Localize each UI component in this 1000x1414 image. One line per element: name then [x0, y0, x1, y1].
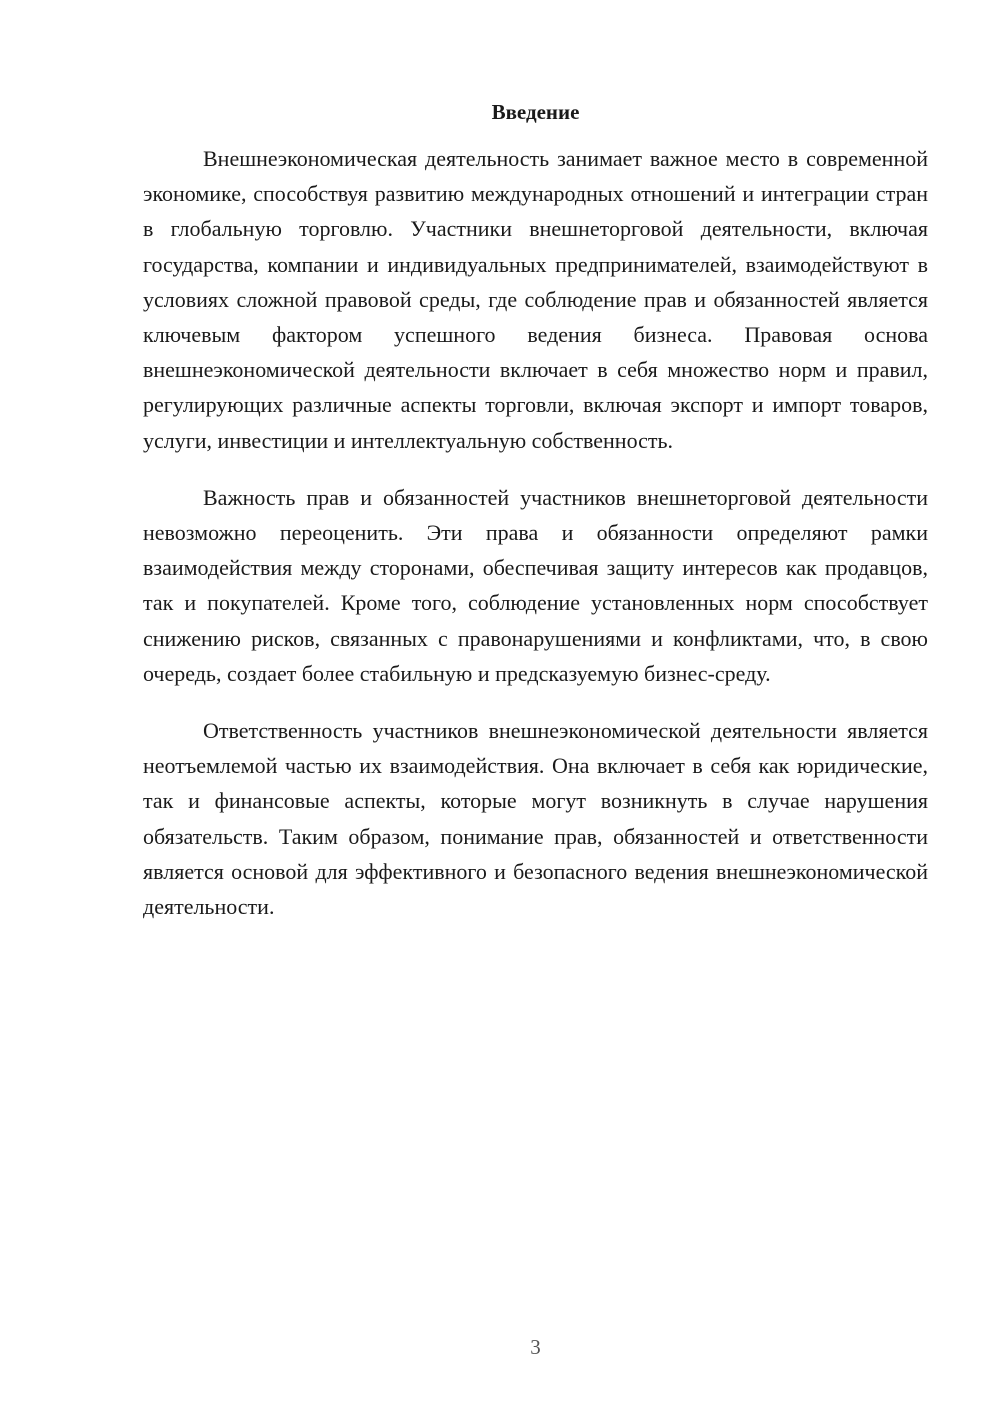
paragraph-responsibility: Ответственность участников внешнеэкономической деятельности является неотъемлемой частью их взаимодействия. Она включает в себя как юридические, так и финансовые аспекты, которые могут возникнуть в случае нарушения обязательств. Таким образом, понимание прав, обязанностей и ответственности является основой для эффективного и безопасного ведения внешнеэкономической деятельности. — [143, 718, 928, 920]
paragraph-intro: Внешнеэкономическая деятельность занимает важное место в современной экономике, способствуя развитию международных отношений и интеграции стран в глобальную торговлю. Участники внешнеторговой деятельности, включая государства, компании и индивидуальных предпринимателей, взаимодействуют в условиях сложной правовой среды, где соблюдение прав и обязанностей является ключевым фактором успешного ведения бизнеса. Правовая основа внешнеэкономической деятельности включает в себя множество норм и правил, регулирующих различные аспекты торговли, включая экспорт и импорт товаров, услуги, инвестиции и интеллектуальную собственность. — [143, 146, 928, 453]
body-text — [143, 141, 928, 946]
paragraph-importance: Важность прав и обязанностей участников внешнеторговой деятельности невозможно переоценить. Эти права и обязанности определяют рамки взаимодействия между сторонами, обеспечивая защиту интересов как продавцов, так и покупателей. Кроме того, соблюдение установленных норм способствует снижению рисков, связанных с правонарушениями и конфликтами, что, в свою очередь, создает более стабильную и предсказуемую бизнес-среду. — [143, 484, 928, 686]
page-number: 3 — [530, 1335, 541, 1359]
section-title: Введение — [491, 100, 580, 124]
